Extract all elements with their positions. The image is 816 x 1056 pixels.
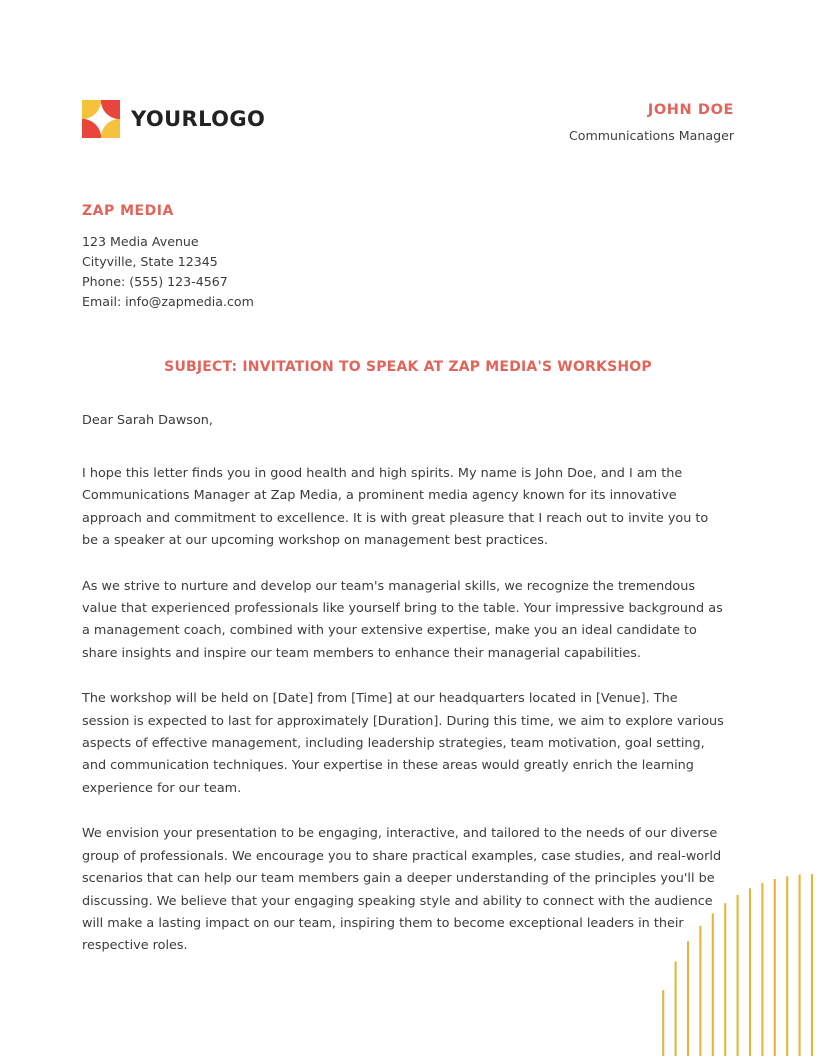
body-paragraph: We envision your presentation to be engaging, interactive, and tailored to the needs of our diverse group of professionals. We encourage you to share practical examples, case studies, and real-world scenarios that can help our team members gain a deeper understanding of the principles you'll be discussing. We believe that your engaging speaking style and ability to connect with the audience will make a lasting impact on our team, inspiring them to become exceptional leaders in their respective roles.	[82, 826, 722, 954]
letter-body	[82, 410, 728, 958]
company-name: ZAP MEDIA	[82, 203, 174, 219]
letter-header	[82, 100, 734, 144]
brand-lockup	[82, 100, 265, 138]
four-point-star-square-logo-icon	[82, 100, 120, 138]
salutation: Dear Sarah Dawson,	[82, 413, 213, 428]
sender-name: JOHN DOE	[647, 102, 734, 118]
subject-line: SUBJECT: INVITATION TO SPEAK AT ZAP MEDIA'S WORKSHOP	[164, 359, 652, 375]
sender-role: Communications Manager	[568, 128, 734, 144]
brand-name: YOURLOGO	[131, 106, 266, 131]
sender-block	[569, 100, 734, 144]
company-address-block	[82, 203, 254, 312]
company-address-line-1: 123 Media Avenue	[82, 234, 199, 249]
company-address-line-2: Cityville, State 12345	[82, 254, 218, 269]
body-paragraph: As we strive to nurture and develop our team's managerial skills, we recognize the tremendous value that experienced professionals like yourself bring to the table. Your impressive background as a management coach, combined with your extensive expertise, make you an ideal candidate to share insights and inspire our team members to enhance their managerial capabilities.	[82, 578, 723, 661]
company-phone: Phone: (555) 123-4567	[82, 274, 228, 289]
company-email: Email: info@zapmedia.com	[82, 294, 254, 309]
body-paragraph: The workshop will be held on [Date] from [Time] at our headquarters located in [Venue]. The session is expected to last for approximately [Duration]. During this time, we aim to explore various aspects of effective management, including leadership strategies, team motivation, goal setting, and communication techniques. Your expertise in these areas would greatly enrich the learning experience for our team.	[82, 691, 724, 796]
body-paragraph: I hope this letter finds you in good health and high spirits. My name is John Doe, and I am the Communications Manager at Zap Media, a prominent media agency known for its innovative approach and commitment to excellence. It is with great pleasure that I reach out to invite you to be a speaker at our upcoming workshop on management best practices.	[82, 466, 709, 549]
